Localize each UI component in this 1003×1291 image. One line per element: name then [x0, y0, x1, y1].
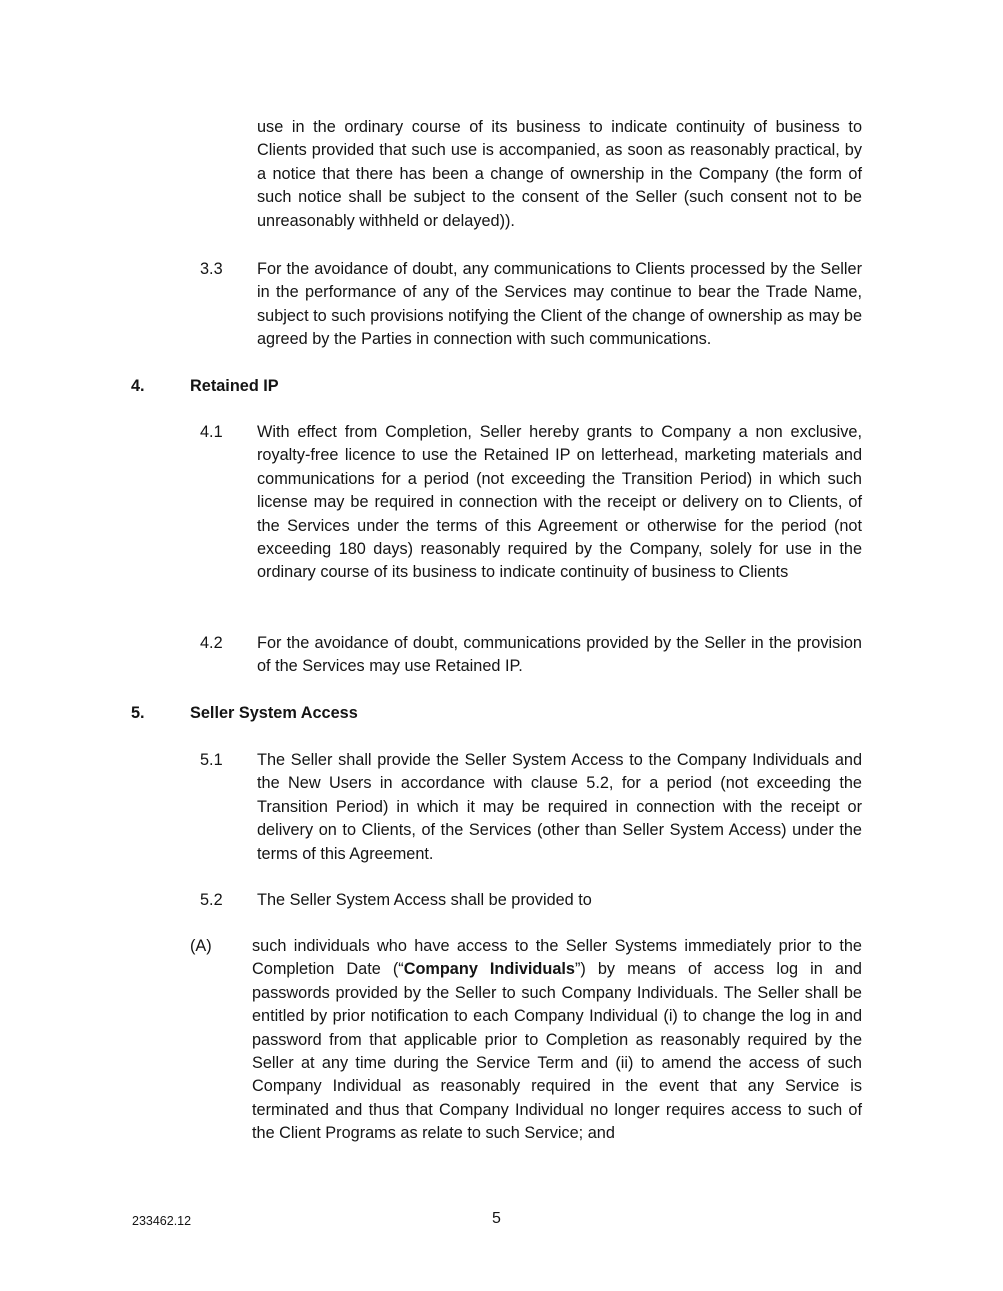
section-number: 5.	[131, 704, 145, 722]
paragraph-text: With effect from Completion, Seller hereby grants to Company a non exclusive, royalty-free licence to use the Retained IP on letterhead, marketing materials and communications for a period (not exceeding the Transition Period) in which such license may be required in connection with the receipt or delivery on to Clients, of the Services under the terms of this Agreement or otherwise for the period (not exceeding 180 days) reasonably required by the Company, solely for use in the ordinary course of its business to indicate continuity of business to Clients	[257, 423, 862, 582]
sub-item-a-text	[252, 935, 862, 1146]
paragraph-text: The Seller System Access shall be provided to	[257, 891, 592, 909]
paragraph-text: For the avoidance of doubt, any communications to Clients processed by the Seller in the performance of any of the Services may continue to bear the Trade Name, subject to such provisions notifying the Client of the change of ownership as may be agreed by the Parties in connection with such communications.	[257, 260, 862, 349]
text-after: ”) by means of access log in and passwords provided by the Seller to such Company Individuals. The Seller shall be entitled by prior notification to each Company Individual (i) to change the log in and password from that applicable prior to Completion as reasonably required by the Seller at any time during the Service Term and (ii) to amend the access of such Company Individual as reasonably required in the event that any Service is terminated and thus that Company Individual no longer requires access to such of the Client Programs as relate to such Service; and	[252, 960, 862, 1143]
clause-number: 5.2	[200, 891, 223, 909]
section-number: 4.	[131, 377, 145, 395]
continuation-paragraph	[257, 116, 862, 233]
clause-5-1-text	[257, 749, 862, 866]
paragraph-text	[252, 935, 862, 1146]
clause-number: 4.1	[200, 423, 223, 441]
paragraph-text: For the avoidance of doubt, communications provided by the Seller in the provision of the Services may use Retained IP.	[257, 634, 862, 676]
section-title: Retained IP	[190, 377, 279, 395]
clause-3-3-text	[257, 258, 862, 352]
page-number: 5	[492, 1210, 501, 1227]
section-title: Seller System Access	[190, 704, 358, 722]
paragraph-text: The Seller shall provide the Seller System Access to the Company Individuals and the New Users in accordance with clause 5.2, for a period (not exceeding the Transition Period) in which it may be required in connection with the receipt or delivery on to Clients, of the Services (other than Seller System Access) under the terms of this Agreement.	[257, 751, 862, 863]
defined-term: Company Individuals	[403, 960, 575, 979]
clause-4-1-text	[257, 421, 862, 585]
sub-item-label: (A)	[190, 937, 212, 955]
paragraph-text: use in the ordinary course of its business to indicate continuity of business to Clients provided that such use is accompanied, as soon as reasonably practical, by a notice that there has been a change of ownership in the Company (the form of such notice shall be subject to the consent of the Seller (such consent not to be unreasonably withheld or delayed)).	[257, 118, 862, 230]
clause-number: 4.2	[200, 634, 223, 652]
clause-number: 5.1	[200, 751, 223, 769]
clause-4-2-text	[257, 632, 862, 679]
document-reference: 233462.12	[132, 1214, 192, 1228]
clause-5-2-text	[257, 889, 862, 912]
text-before: such individuals who have access to the Seller Systems immediately prior to the Completion Date (“	[252, 937, 862, 979]
clause-number: 3.3	[200, 260, 223, 278]
